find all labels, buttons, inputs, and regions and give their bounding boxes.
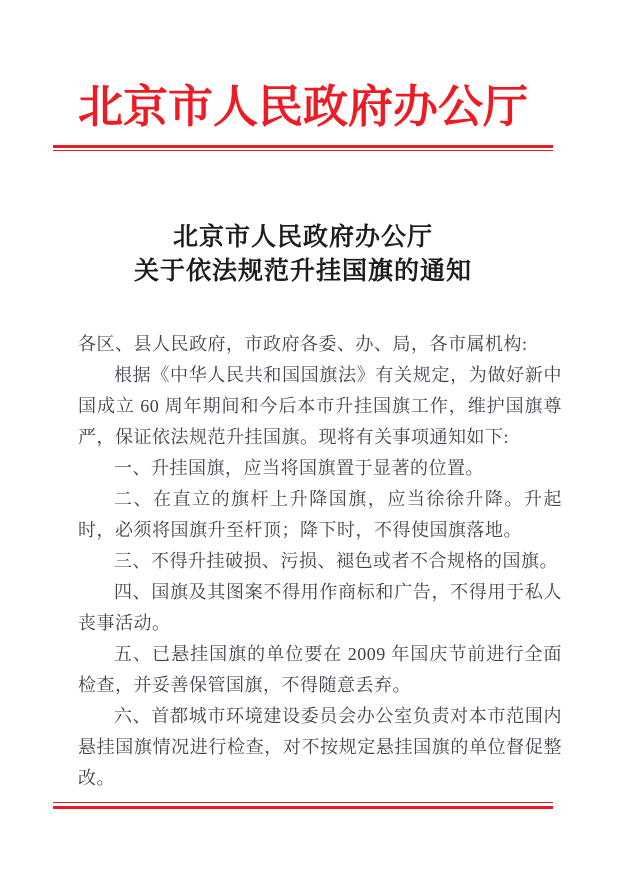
salutation-line: 各区、县人民政府，市政府各委、办、局，各市属机构: [78, 334, 528, 354]
letterhead-org-name: 北京市人民政府办公厅 [77, 82, 528, 132]
body-paragraph: 五、已悬挂国旗的单位要在 2009 年国庆节前进行全面检查，并妥善保管国旗，不得随意丢弃。 [78, 644, 562, 695]
body-paragraph: 一、升挂国旗，应当将国旗置于显著的位置。 [114, 458, 484, 478]
body-paragraph: 六、首都城市环境建设委员会办公室负责对本市范围内悬挂国旗情况进行检查，对不按规定悬挂国旗的单位督促整改。 [78, 706, 562, 788]
body-paragraph: 四、国旗及其图案不得用作商标和广告，不得用于私人丧事活动。 [78, 582, 562, 633]
document-title-line2: 关于依法规范升挂国旗的通知 [133, 258, 472, 285]
letterhead [53, 80, 553, 134]
body-paragraph: 二、在直立的旗杆上升降国旗，应当徐徐升降。升起时，必须将国旗升至杆顶；降下时，不得使国旗落地。 [78, 489, 562, 540]
document-title [53, 221, 553, 289]
paragraph-list [78, 360, 562, 794]
document-body [78, 329, 562, 794]
body-paragraph: 根据《中华人民共和国国旗法》有关规定，为做好新中国成立 60 周年期间和今后本市升挂国旗工作，维护国旗尊严，保证依法规范升挂国旗。现将有关事项通知如下: [78, 365, 562, 447]
letterhead-divider-rule [53, 145, 553, 151]
footer-divider-rule [53, 802, 553, 809]
body-paragraph: 三、不得升挂破损、污损、褪色或者不合规格的国旗。 [114, 551, 558, 571]
document-title-line1: 北京市人民政府办公厅 [172, 224, 433, 251]
